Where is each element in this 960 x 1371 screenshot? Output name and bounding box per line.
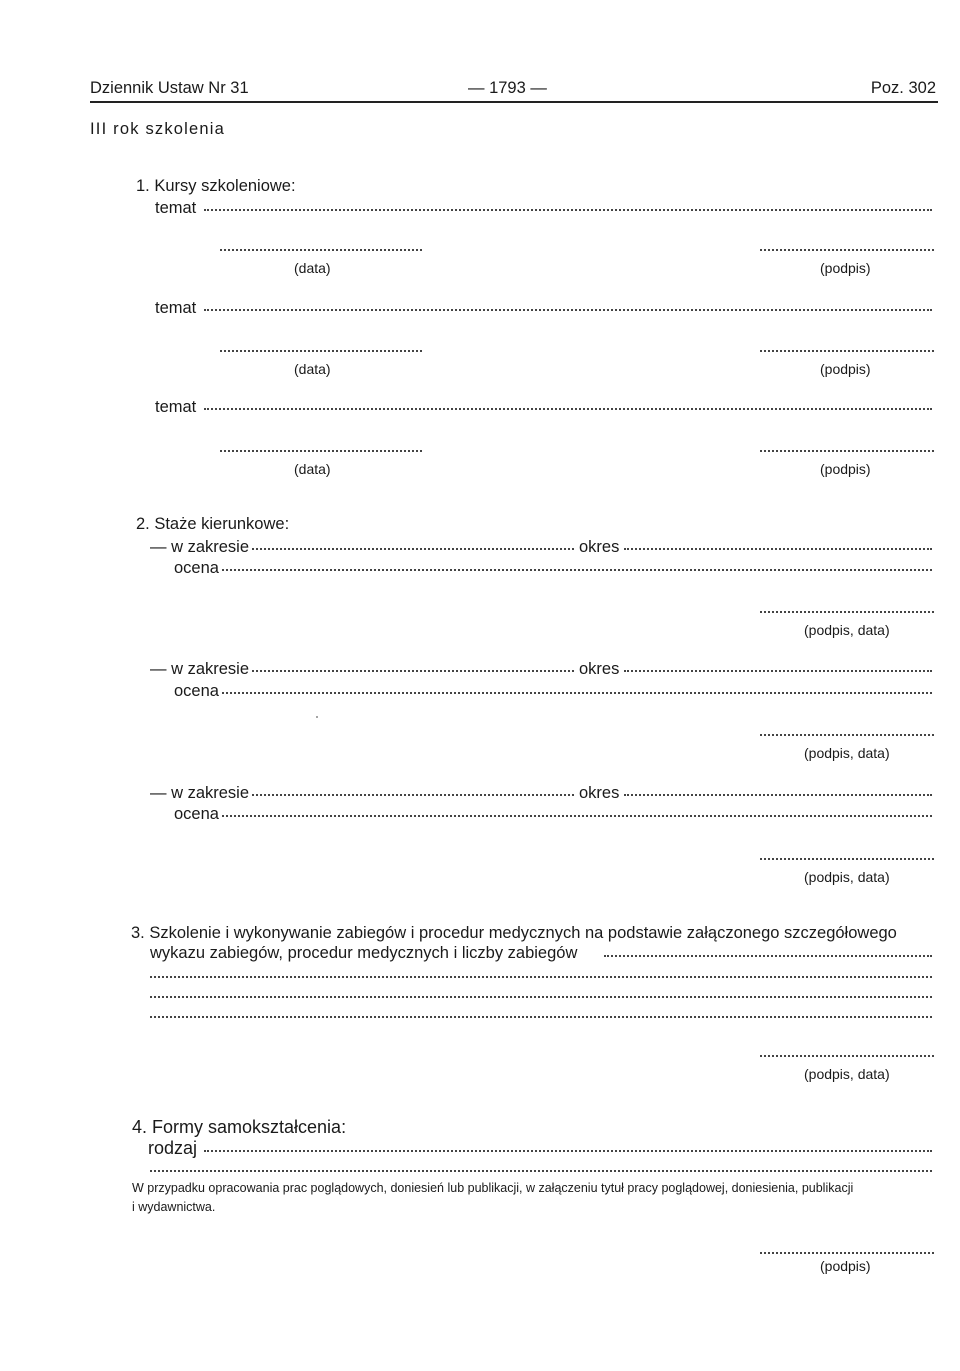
signature-date-caption-3: (podpis, data) — [804, 869, 890, 885]
signature-field-3[interactable] — [760, 450, 934, 452]
scope-field-3[interactable] — [252, 794, 574, 796]
section1-heading: 1. Kursy szkoleniowe: — [136, 177, 296, 195]
signature-date-field-1[interactable] — [760, 611, 934, 613]
period-field-2[interactable] — [624, 670, 932, 672]
period-field-3[interactable] — [624, 794, 932, 796]
type-field-1[interactable] — [204, 1150, 932, 1152]
topic-field-2[interactable] — [204, 309, 932, 311]
signature-caption-2: (podpis) — [820, 361, 871, 377]
date-field-1[interactable] — [220, 249, 422, 251]
scope-field-2[interactable] — [252, 670, 574, 672]
period-label-2: okres — [579, 660, 620, 678]
topic-field-3[interactable] — [204, 408, 932, 410]
signature-caption-1: (podpis) — [820, 260, 871, 276]
procedures-field-4[interactable] — [150, 1016, 932, 1018]
topic-field-1[interactable] — [204, 209, 932, 211]
grade-field-2[interactable] — [222, 692, 932, 694]
scan-speck — [316, 716, 318, 718]
grade-label-1: ocena — [174, 559, 219, 577]
procedures-field-3[interactable] — [150, 996, 932, 998]
grade-label-2: ocena — [174, 682, 219, 700]
procedures-field-1[interactable] — [604, 955, 932, 957]
attachment-note: W przypadku opracowania prac poglądowych, doniesień lub publikacji, w załączeniu tytuł pracy poglądowej, doniesienia, publikacji — [132, 1181, 854, 1195]
attachment-note-continued: i wydawnictwa. — [132, 1200, 216, 1214]
scope-field-1[interactable] — [252, 548, 574, 550]
period-field-1[interactable] — [624, 548, 932, 550]
period-label-3: okres — [579, 784, 620, 802]
section2-heading: 2. Staże kierunkowe: — [136, 515, 290, 533]
grade-label-3: ocena — [174, 805, 219, 823]
date-caption-3: (data) — [294, 461, 331, 477]
procedures-field-2[interactable] — [150, 976, 932, 978]
signature-date-field-4[interactable] — [760, 1055, 934, 1057]
signature-date-caption-4: (podpis, data) — [804, 1066, 890, 1082]
signature-caption-3: (podpis) — [820, 461, 871, 477]
section3-heading: 3. Szkolenie i wykonywanie zabiegów i procedur medycznych na podstawie załączonego szczegółowego — [131, 924, 897, 942]
year-title: III rok szkolenia — [90, 120, 226, 138]
signature-date-field-2[interactable] — [760, 734, 934, 736]
position-number: Poz. 302 — [870, 79, 936, 97]
section4-heading: 4. Formy samokształcenia: — [132, 1117, 347, 1137]
type-label: rodzaj — [148, 1138, 198, 1158]
grade-field-3[interactable] — [222, 815, 932, 817]
type-field-2[interactable] — [150, 1170, 932, 1172]
scope-label-3: — w zakresie — [150, 784, 250, 802]
scope-label-2: — w zakresie — [150, 660, 250, 678]
date-caption-1: (data) — [294, 260, 331, 276]
date-field-3[interactable] — [220, 450, 422, 452]
signature-date-caption-2: (podpis, data) — [804, 745, 890, 761]
signature-field-1[interactable] — [760, 249, 934, 251]
signature-date-field-3[interactable] — [760, 858, 934, 860]
scope-label-1: — w zakresie — [150, 538, 250, 556]
date-field-2[interactable] — [220, 350, 422, 352]
header-rule — [90, 101, 938, 103]
signature-date-caption-1: (podpis, data) — [804, 622, 890, 638]
topic-label-3: temat — [155, 398, 197, 416]
period-label-1: okres — [579, 538, 620, 556]
grade-field-1[interactable] — [222, 569, 932, 571]
page-number: — 1793 — — [468, 79, 547, 97]
signature-caption-final: (podpis) — [820, 1258, 871, 1274]
journal-title: Dziennik Ustaw Nr 31 — [90, 79, 249, 97]
section3-heading-continued: wykazu zabiegów, procedur medycznych i liczby zabiegów — [150, 944, 578, 962]
topic-label-2: temat — [155, 299, 197, 317]
topic-label-1: temat — [155, 199, 197, 217]
signature-field-2[interactable] — [760, 350, 934, 352]
signature-field-final[interactable] — [760, 1252, 934, 1254]
date-caption-2: (data) — [294, 361, 331, 377]
